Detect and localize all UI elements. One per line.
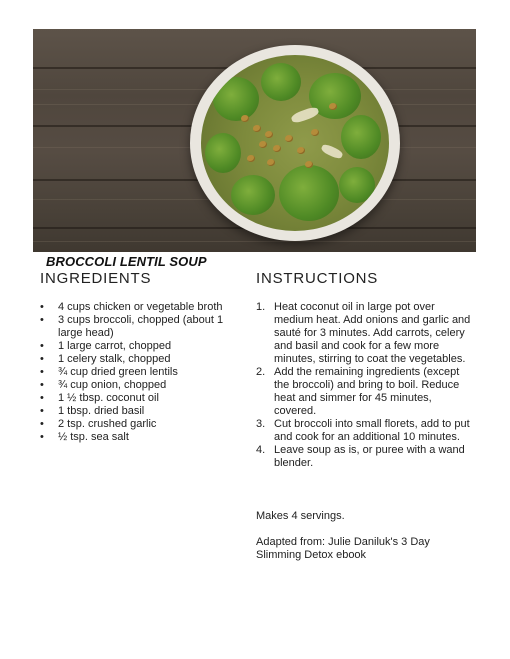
step-text: Leave soup as is, or puree with a wand blender. [274,444,465,469]
ingredient-item: • 2 tsp. crushed garlic [40,418,250,431]
instruction-step [256,418,471,444]
source-note: Adapted from: Julie Daniluk's 3 Day Slimming Detox ebook [256,536,430,561]
step-number: 3. [256,418,266,430]
recipe-photo [33,29,476,252]
servings-note: Makes 4 servings. [256,510,345,522]
instruction-step [256,301,471,366]
ingredient-item: • ¾ cup dried green lentils [40,366,250,379]
step-number: 1. [256,301,266,313]
step-text: Add the remaining ingredients (except the broccoli) and bring to boil. Reduce heat and simmer for 45 minutes, covered. [274,366,460,417]
step-number: 2. [256,366,266,378]
step-number: 4. [256,444,266,456]
ingredient-item: • 1 ½ tbsp. coconut oil [40,392,250,405]
recipe-title: BROCCOLI LENTIL SOUP [46,254,207,269]
ingredients-heading: INGREDIENTS [40,270,152,287]
ingredient-item: • 1 large carrot, chopped [40,340,250,353]
ingredients-list [40,301,250,444]
step-text: Heat coconut oil in large pot over medium heat. Add onions and garlic and sauté for 3 minutes. Add carrots, celery and basil and cook for a few more minutes, stirring to coat the vegetables. [274,301,471,365]
soup-bowl [190,45,400,241]
instruction-step [256,366,471,418]
ingredient-item: • 1 tbsp. dried basil [40,405,250,418]
ingredient-item: • 1 celery stalk, chopped [40,353,250,366]
ingredient-item: • 4 cups chicken or vegetable broth [40,301,250,314]
instructions-list [256,301,471,470]
step-text: Cut broccoli into small florets, add to put and cook for an additional 10 minutes. [274,418,470,443]
instruction-step [256,444,471,470]
ingredient-item: • ½ tsp. sea salt [40,431,250,444]
instructions-heading: INSTRUCTIONS [256,270,379,287]
ingredient-item: • 3 cups broccoli, chopped (about 1 large head) [40,314,250,340]
ingredient-item: • ¾ cup onion, chopped [40,379,250,392]
